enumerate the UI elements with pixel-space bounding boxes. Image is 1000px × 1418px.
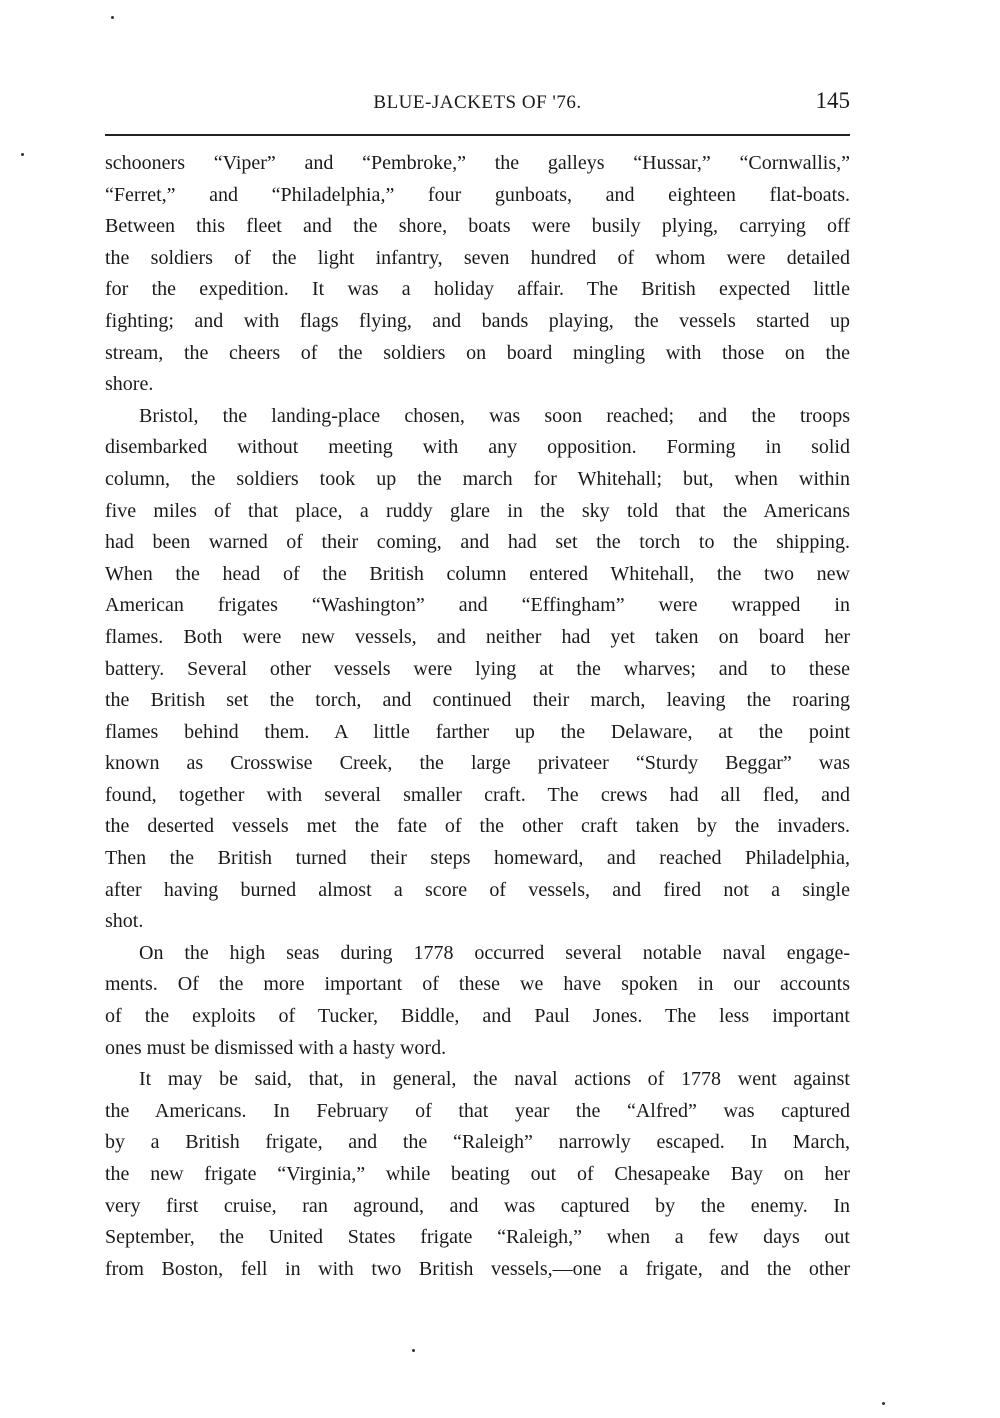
text-line: the deserted vessels met the fate of the other craft taken by the invaders. <box>105 815 850 838</box>
text-line: When the head of the British column entered Whitehall, the two new <box>105 562 850 585</box>
body-text <box>105 148 850 1285</box>
running-head <box>105 88 850 124</box>
text-line: the Americans. In February of that year the “Alfred” was captured <box>105 1099 850 1122</box>
scan-speck <box>882 1402 885 1405</box>
text-line: the new frigate “Virginia,” while beating out of Chesapeake Bay on her <box>105 1163 850 1185</box>
running-title: BLUE-JACKETS OF '76. <box>373 92 582 113</box>
text-line: schooners “Viper” and “Pembroke,” the galleys “Hussar,” “Cornwallis,” <box>105 152 850 174</box>
scan-speck <box>21 153 24 156</box>
text-line: shot. <box>105 910 144 933</box>
text-line: Then the British turned their steps homeward, and reached Philadelphia, <box>105 847 850 870</box>
scan-speck <box>412 1349 415 1352</box>
text-line: very first cruise, ran aground, and was captured by the enemy. In <box>105 1194 850 1217</box>
text-line: ments. Of the more important of these we have spoken in our accounts <box>105 973 850 996</box>
text-line: shore. <box>105 373 154 396</box>
text-line: after having burned almost a score of vessels, and fired not a single <box>105 878 850 901</box>
text-line: Bristol, the landing-place chosen, was soon reached; and the troops <box>139 404 850 427</box>
text-line: Between this fleet and the shore, boats were busily plying, carrying off <box>105 215 850 238</box>
text-line: of the exploits of Tucker, Biddle, and Paul Jones. The less important <box>105 1005 850 1028</box>
text-line: fighting; and with flags flying, and bands playing, the vessels started up <box>105 309 850 332</box>
text-line: stream, the cheers of the soldiers on board mingling with those on the <box>105 341 850 364</box>
text-line: the soldiers of the light infantry, seven hundred of whom were detailed <box>105 246 850 269</box>
text-line: On the high seas during 1778 occurred several notable naval engage- <box>139 941 850 964</box>
text-line: column, the soldiers took up the march for Whitehall; but, when within <box>105 467 850 490</box>
scan-speck <box>111 16 114 19</box>
text-line: American frigates “Washington” and “Effingham” were wrapped in <box>105 594 850 617</box>
text-line: from Boston, fell in with two British vessels,—one a frigate, and the other <box>105 1257 850 1280</box>
text-line: disembarked without meeting with any opposition. Forming in solid <box>105 436 850 459</box>
text-line: “Ferret,” and “Philadelphia,” four gunboats, and eighteen flat-boats. <box>105 183 850 206</box>
text-line: for the expedition. It was a holiday affair. The British expected little <box>105 278 850 301</box>
text-line: five miles of that place, a ruddy glare in the sky told that the Americans <box>105 499 850 522</box>
text-line: by a British frigate, and the “Raleigh” narrowly escaped. In March, <box>105 1131 850 1154</box>
page-number: 145 <box>815 88 850 113</box>
text-line: known as Crosswise Creek, the large privateer “Sturdy Beggar” was <box>105 752 850 775</box>
text-line: flames. Both were new vessels, and neither had yet taken on board her <box>105 625 850 648</box>
text-line: found, together with several smaller craft. The crews had all fled, and <box>105 783 850 806</box>
text-line: battery. Several other vessels were lying at the wharves; and to these <box>105 657 850 680</box>
text-line: flames behind them. A little farther up the Delaware, at the point <box>105 720 850 743</box>
text-line: the British set the torch, and continued their march, leaving the roaring <box>105 689 850 712</box>
text-line: ones must be dismissed with a hasty word. <box>105 1036 447 1059</box>
text-line: It may be said, that, in general, the naval actions of 1778 went against <box>139 1068 850 1091</box>
header-rule <box>105 134 850 136</box>
text-line: had been warned of their coming, and had set the torch to the shipping. <box>105 531 850 554</box>
text-line: September, the United States frigate “Raleigh,” when a few days out <box>105 1226 850 1249</box>
